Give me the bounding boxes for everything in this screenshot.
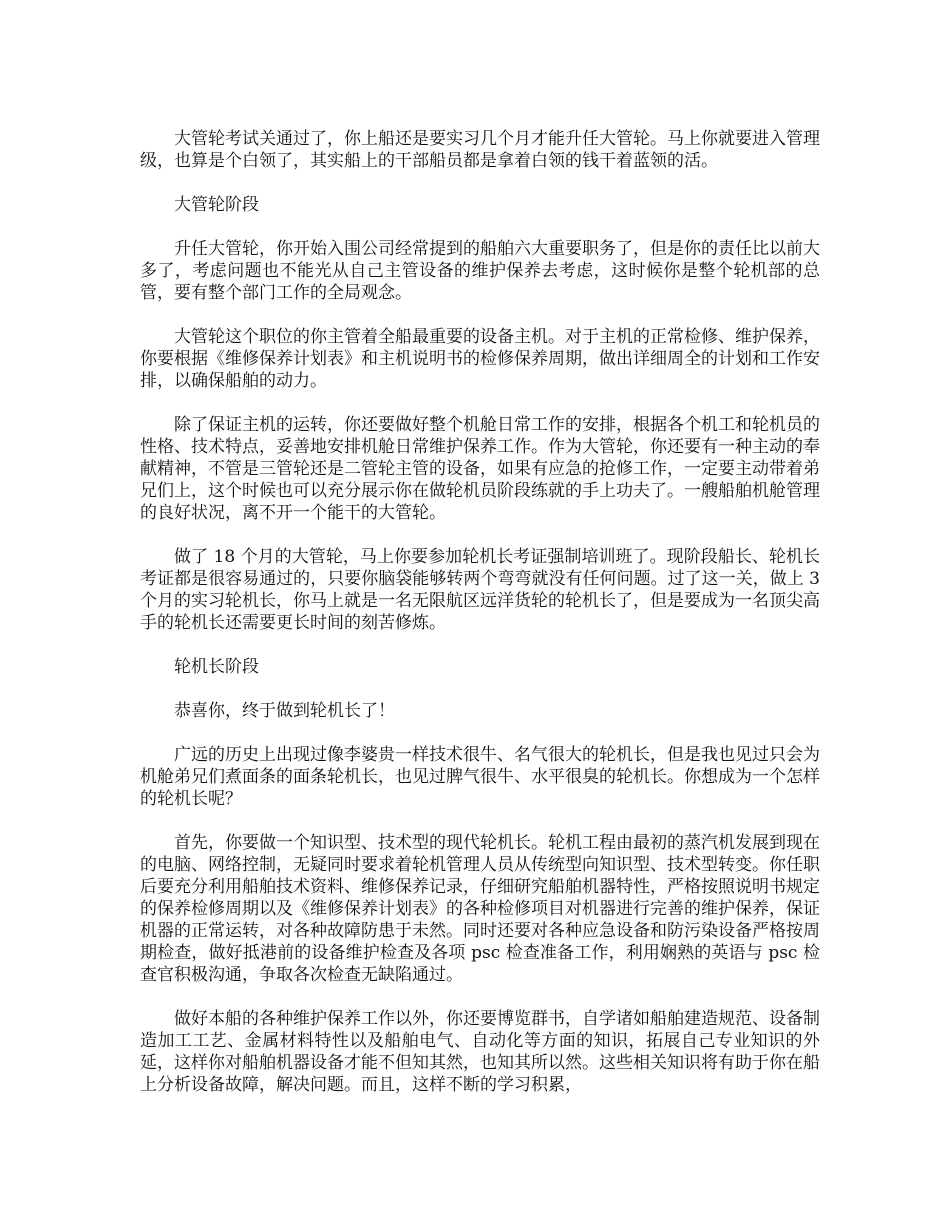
section-heading: 大管轮阶段 [174, 195, 259, 215]
paragraph: 大管轮考试关通过了，你上船还是要实习几个月才能升任大管轮。马上你就要进入管理级，也算是个白领了，其实船上的干部船员都是拿着白领的钱干着蓝领的活。 [140, 129, 820, 171]
paragraph: 大管轮这个职位的你主管着全船最重要的设备主机。对于主机的正常检修、维护保养，你要根据《维修保养计划表》和主机说明书的检修保养周期，做出详细周全的计划和工作安排，以确保船舶的动力。 [140, 327, 820, 391]
paragraph: 广远的历史上出现过像李婆贵一样技术很牛、名气很大的轮机长，但是我也见过只会为机舱弟兄们煮面条的面条轮机长，也见过脾气很牛、水平很臭的轮机长。你想成为一个怎样的轮机长呢？ [140, 745, 820, 809]
paragraph: 做好本船的各种维护保养工作以外，你还要博览群书，自学诸如船舶建造规范、设备制造加工工艺、金属材料特性以及船舶电气、自动化等方面的知识，拓展自己专业知识的外延，这样你对船舶机器设备才能不但知其然，也知其所以然。这些相关知识将有助于你在船上分析设备故障，解决问题。而且，这样不断的学习积累， [140, 1009, 820, 1095]
paragraph: 除了保证主机的运转，你还要做好整个机舱日常工作的安排，根据各个机工和轮机员的性格、技术特点，妥善地安排机舱日常维护保养工作。作为大管轮，你还要有一种主动的奉献精神，不管是三管轮还是二管轮主管的设备，如果有应急的抢修工作，一定要主动带着弟兄们上，这个时候也可以充分展示你在做轮机员阶段练就的手上功夫了。一艘船舶机舱管理的良好状况，离不开一个能干的大管轮。 [140, 415, 820, 523]
short-paragraph: 恭喜你，终于做到轮机长了！ [174, 701, 395, 721]
paragraph: 做了 18 个月的大管轮，马上你要参加轮机长考证强制培训班了。现阶段船长、轮机长考证都是很容易通过的，只要你脑袋能够转两个弯弯就没有任何问题。过了这一关，做上 3 个月的实习轮机长，你马上就是一名无限航区远洋货轮的轮机长了，但是要成为一名顶尖高手的轮机长还需要更长时间的刻苦修炼。 [140, 547, 820, 633]
paragraph: 升任大管轮，你开始入围公司经常提到的船舶六大重要职务了，但是你的责任比以前大多了，考虑问题也不能光从自己主管设备的维护保养去考虑，这时候你是整个轮机部的总管，要有整个部门工作的全局观念。 [140, 239, 820, 303]
section-heading: 轮机长阶段 [174, 657, 259, 677]
paragraph: 首先，你要做一个知识型、技术型的现代轮机长。轮机工程由最初的蒸汽机发展到现在的电脑、网络控制，无疑同时要求着轮机管理人员从传统型向知识型、技术型转变。你任职后要充分利用船舶技术资料、维修保养记录，仔细研究船舶机器特性，严格按照说明书规定的保养检修周期以及《维修保养计划表》的各种检修项目对机器进行完善的维护保养，保证机器的正常运转，对各种故障防患于未然。同时还要对各种应急设备和防污染设备严格按周期检查，做好抵港前的设备维护检查及各项 psc 检查准备工作，利用娴熟的英语与 psc 检查官积极沟通，争取各次检查无缺陷通过。 [140, 833, 820, 985]
document-body [140, 128, 820, 1118]
